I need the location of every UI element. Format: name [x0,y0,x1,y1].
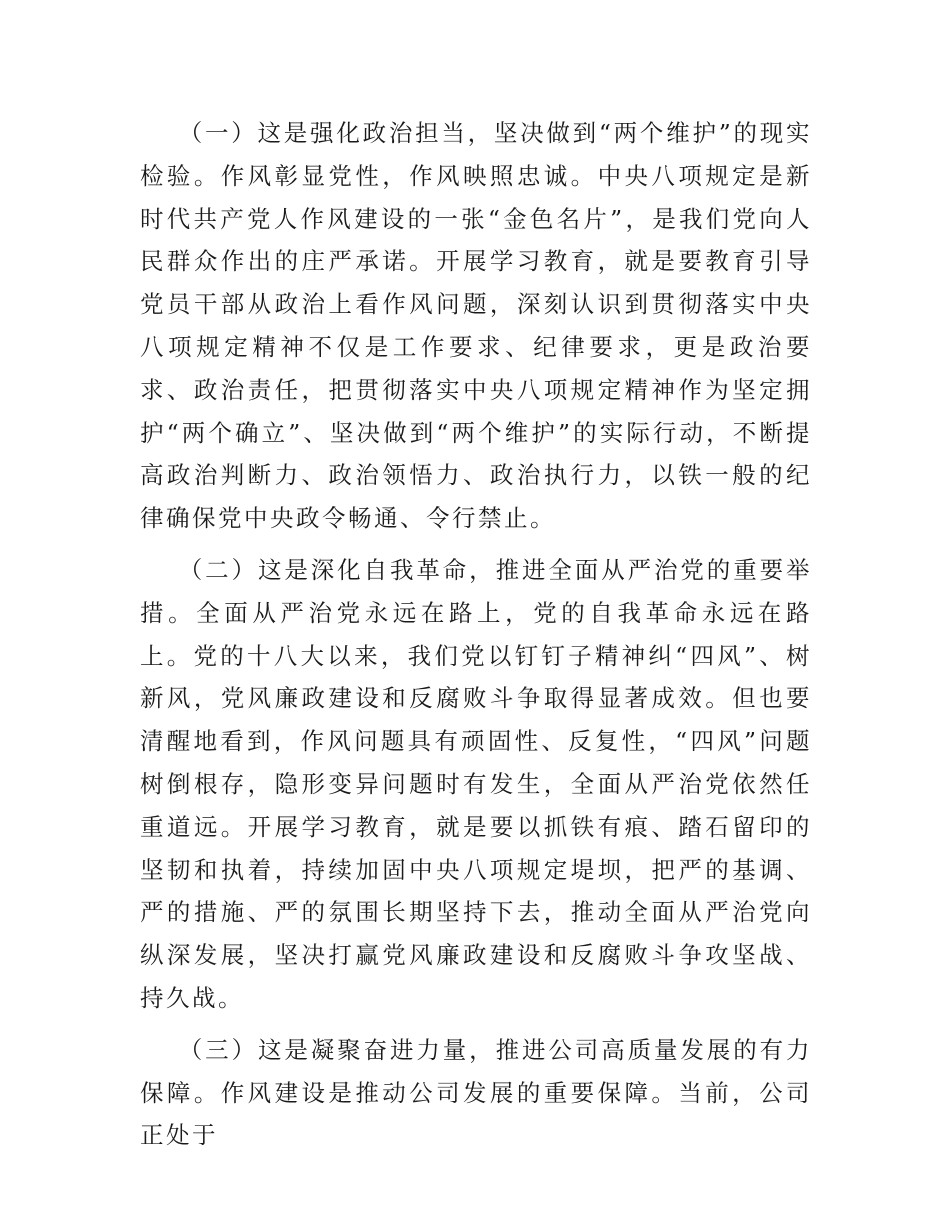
paragraph-one: （一）这是强化政治担当，坚决做到“两个维护”的现实检验。作风彰显党性，作风映照忠诚。中央八项规定是新时代共产党人作风建设的一张“金色名片”，是我们党向人民群众作出的庄严承诺。开展学习教育，就是要教育引导党员干部从政治上看作风问题，深刻认识到贯彻落实中央八项规定精神不仅是工作要求、纪律要求，更是政治要求、政治责任，把贯彻落实中央八项规定精神作为坚定拥护“两个确立”、坚决做到“两个维护”的实际行动，不断提高政治判断力、政治领悟力、政治执行力，以铁一般的纪律确保党中央政令畅通、令行禁止。 [140,119,812,533]
paragraph-three: （三）这是凝聚奋进力量，推进公司高质量发展的有力保障。作风建设是推动公司发展的重要保障。当前，公司正处于 [140,1035,812,1150]
paragraph-two: （二）这是深化自我革命，推进全面从严治党的重要举措。全面从严治党永远在路上，党的自我革命永远在路上。党的十八大以来，我们党以钉钉子精神纠“四风”、树新风，党风廉政建设和反腐败斗争取得显著成效。但也要清醒地看到，作风问题具有顽固性、反复性，“四风”问题树倒根存，隐形变异问题时有发生，全面从严治党依然任重道远。开展学习教育，就是要以抓铁有痕、踏石留印的坚韧和执着，持续加固中央八项规定堤坝，把严的基调、严的措施、严的氛围长期坚持下去，推动全面从严治党向纵深发展，坚决打赢党风廉政建设和反腐败斗争攻坚战、持久战。 [140,555,812,1012]
document-body [140,112,812,1166]
